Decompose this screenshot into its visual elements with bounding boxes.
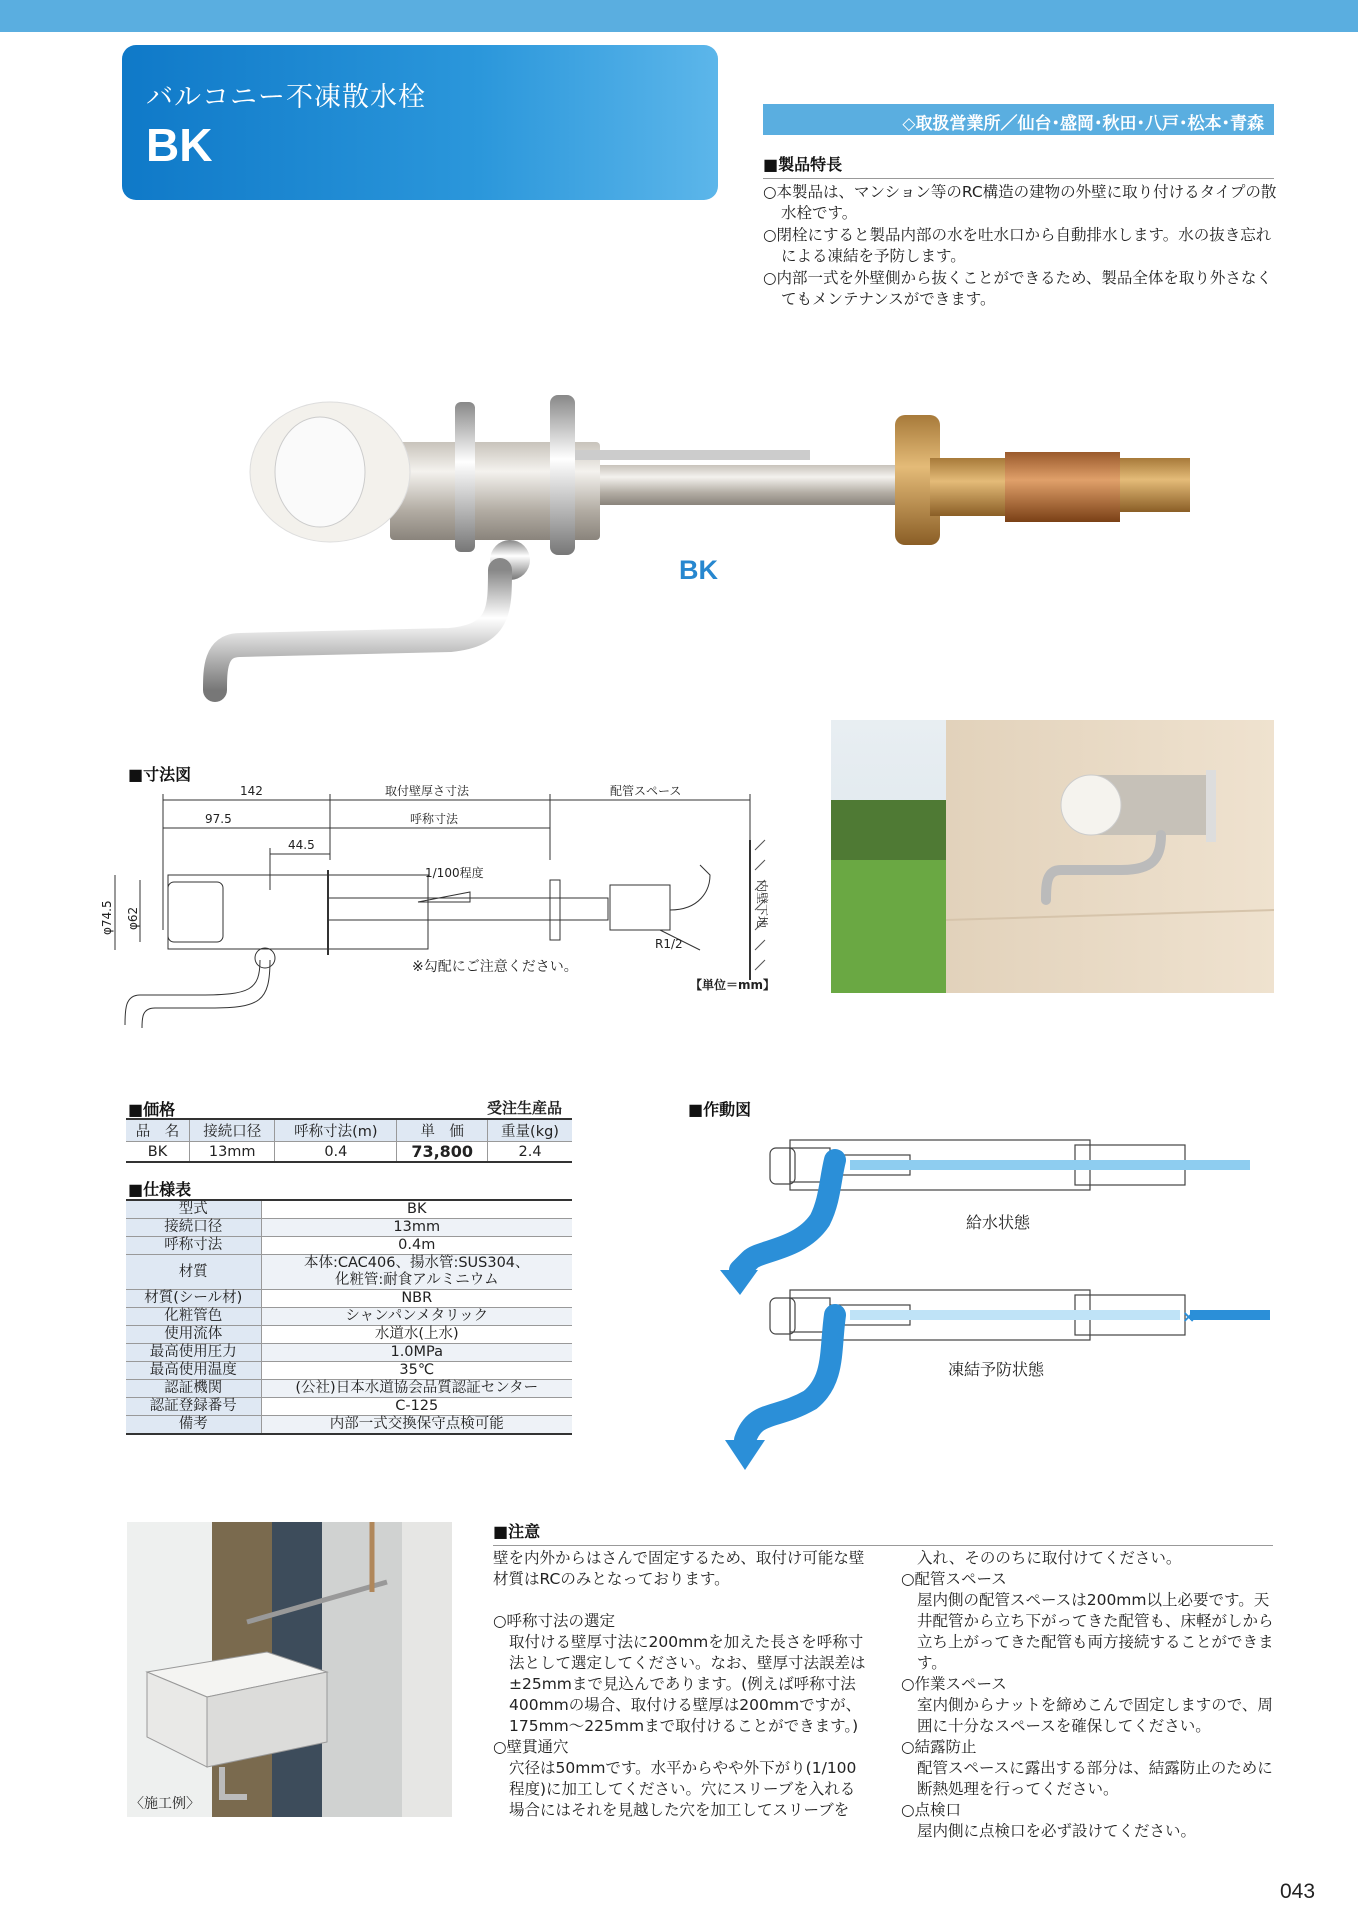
operation-diagram <box>720 1120 1280 1480</box>
dim-pipe-space: 配管スペース <box>610 784 682 798</box>
notes-column-right <box>901 1548 1279 1842</box>
notes-column-left <box>493 1548 869 1821</box>
spec-key: 最高使用圧力 <box>126 1344 261 1362</box>
table-row <box>126 1142 572 1163</box>
spec-value: 内部一式交換保守点検可能 <box>261 1416 572 1435</box>
spec-key: 認証登録番号 <box>126 1398 261 1416</box>
spec-value: 水道水(上水) <box>374 1326 459 1342</box>
product-label: BK <box>679 555 718 585</box>
made-to-order-label: 受注生産品 <box>487 1099 563 1117</box>
state-freeze-protection-label: 凍結予防状態 <box>948 1360 1045 1379</box>
price-col-unit-price: 単 価 <box>397 1119 488 1142</box>
dim-445: 44.5 <box>288 838 315 852</box>
table-row <box>126 1416 572 1435</box>
dim-phi745: φ74.5 <box>100 900 114 935</box>
note-heading: ○配管スペース <box>901 1570 1007 1588</box>
page-title: BK <box>146 119 213 171</box>
note-intro: 壁を内外からはさんで固定するため、取付け可能な壁材質はRCのみとなっております。 <box>493 1549 865 1588</box>
spec-value-line: 化粧管:耐食アルミニウム <box>334 1272 499 1288</box>
page-number: 043 <box>1280 1880 1316 1903</box>
spec-key: 認証機関 <box>126 1380 261 1398</box>
table-row <box>126 1362 572 1380</box>
spec-table <box>126 1199 572 1435</box>
title-block <box>122 45 718 200</box>
spec-value: 0.4m <box>398 1237 436 1253</box>
spec-key: 呼称寸法 <box>126 1237 261 1255</box>
dim-142: 142 <box>240 784 263 798</box>
price-cell: BK <box>147 1143 168 1160</box>
spec-heading: ■ 仕様表 <box>128 1177 191 1200</box>
notes-heading: ■ 注意 <box>493 1519 1273 1546</box>
price-col-name: 品 名 <box>135 1124 180 1140</box>
operation-heading: ■ 作動図 <box>688 1097 751 1120</box>
table-row <box>126 1326 572 1344</box>
price-cell: 73,800 <box>397 1142 488 1163</box>
note-heading: ○壁貫通穴 <box>493 1738 569 1756</box>
product-category: バルコニー不凍散水栓 <box>146 82 426 113</box>
note-heading: ○呼称寸法の選定 <box>493 1612 616 1630</box>
dim-slope: 1/100程度 <box>425 866 484 880</box>
spec-value: 1.0MPa <box>261 1344 572 1362</box>
spec-key: 材質(シール材) <box>126 1290 261 1308</box>
note-body: 入れ、そののちに取付けてください。 <box>917 1549 1182 1567</box>
installation-example-image <box>127 1522 452 1817</box>
feature-item: ○閉栓にすると製品内部の水を吐水口から自動排水します。水の抜き忘れによる凍結を予防します。 <box>763 226 1272 265</box>
spec-value: シャンパンメタリック <box>261 1308 572 1326</box>
dim-975: 97.5 <box>205 812 232 826</box>
spec-key: 使用流体 <box>126 1326 261 1344</box>
spec-value: 13mm <box>261 1219 572 1237</box>
dim-phi62: φ62 <box>126 906 140 930</box>
price-col-nominal: 呼称寸法(m) <box>275 1119 397 1142</box>
table-row <box>126 1308 572 1326</box>
spec-key: 最高使用温度 <box>126 1362 261 1380</box>
spec-value: C-125 <box>395 1398 439 1414</box>
dimension-note: ※勾配にご注意ください。 <box>412 959 578 975</box>
spec-value: BK <box>407 1201 427 1217</box>
state-supply-label: 給水状態 <box>966 1213 1031 1232</box>
dim-r12: R1/2 <box>655 937 683 951</box>
dim-wall: 取付壁厚さ寸法 <box>385 784 470 798</box>
note-heading: ○点検口 <box>901 1801 962 1819</box>
note-body: 配管スペースに露出する部分は、結露防止のために断熱処理を行ってください。 <box>917 1759 1273 1798</box>
spec-key: 接続口径 <box>126 1219 261 1237</box>
spec-value <box>261 1255 572 1290</box>
table-row <box>126 1290 572 1308</box>
dimension-drawing <box>100 780 800 1040</box>
dimension-heading: ■ 寸法図 <box>128 762 191 785</box>
price-col-weight: 重量(kg) <box>488 1119 572 1142</box>
note-body: 屋内側に点検口を必ず設けてください。 <box>917 1822 1197 1840</box>
feature-item: ○本製品は、マンション等のRC構造の建物の外壁に取り付けるタイプの散水栓です。 <box>763 183 1277 222</box>
table-row <box>126 1398 572 1416</box>
note-heading: ○結露防止 <box>901 1738 977 1756</box>
price-table <box>126 1118 572 1163</box>
price-cell: 2.4 <box>488 1142 572 1163</box>
feature-item: ○内部一式を外壁側から抜くことができるため、製品全体を取り外さなくてもメンテナンスができます。 <box>763 269 1272 308</box>
spec-key: 材質 <box>126 1255 261 1290</box>
features-list <box>763 182 1278 311</box>
dimension-unit: 【単位＝mm】 <box>690 978 776 992</box>
spec-key: 化粧管色 <box>126 1308 261 1326</box>
svg-text:×: × <box>1182 1307 1196 1326</box>
spec-value: (公社)日本水道協会品質認証センター <box>261 1380 572 1398</box>
spec-value: 35℃ <box>399 1362 435 1378</box>
table-row <box>126 1344 572 1362</box>
installation-caption: 〈施工例〉 <box>130 1796 200 1812</box>
note-heading: ○作業スペース <box>901 1675 1007 1693</box>
price-col-connection: 接続口径 <box>190 1119 275 1142</box>
table-row <box>126 1219 572 1237</box>
note-body: 取付ける壁厚寸法に200mmを加えた長さを呼称寸法として選定してください。なお、壁厚寸法誤差は±25mmまで見込んであります。(例えば呼称寸法400mmの場合、取付ける壁厚は200mmですが、175mm～225mmまで取付けることができます。) <box>509 1633 866 1735</box>
installation-photo <box>831 720 1274 993</box>
features-heading: ■ 製品特長 <box>763 152 1274 179</box>
price-heading: ■ 価格 <box>128 1097 175 1120</box>
table-row <box>126 1380 572 1398</box>
top-band <box>0 0 1358 32</box>
spec-value-line: 本体:CAC406、揚水管:SUS304、 <box>303 1255 530 1271</box>
table-row <box>126 1200 572 1219</box>
spec-key: 備考 <box>126 1416 261 1435</box>
offices-bar: ◇取扱営業所／仙台･盛岡･秋田･八戸･松本･青森 <box>763 104 1274 135</box>
price-cell: 13mm <box>190 1142 275 1163</box>
table-row <box>126 1237 572 1255</box>
dim-inner-wall: 内壁下地 <box>755 880 769 929</box>
note-body: 室内側からナットを締めこんで固定しますので、周囲に十分なスペースを確保してください。 <box>917 1696 1273 1735</box>
table-row <box>126 1255 572 1290</box>
note-body: 穴径は50mmです。水平からやや外下がり(1/100程度)に加工してください。穴にスリーブを入れる場合にはそれを見越した穴を加工してスリーブを <box>509 1759 857 1819</box>
spec-value: NBR <box>401 1290 433 1306</box>
note-body: 屋内側の配管スペースは200mm以上必要です。天井配管から立ち下がってきた配管も、床軽がしから立ち上がってきた配管も両方接続することができます。 <box>917 1591 1274 1672</box>
dim-nominal: 呼称寸法 <box>410 812 459 826</box>
price-cell: 0.4 <box>275 1142 397 1163</box>
spec-key: 型式 <box>126 1200 261 1219</box>
